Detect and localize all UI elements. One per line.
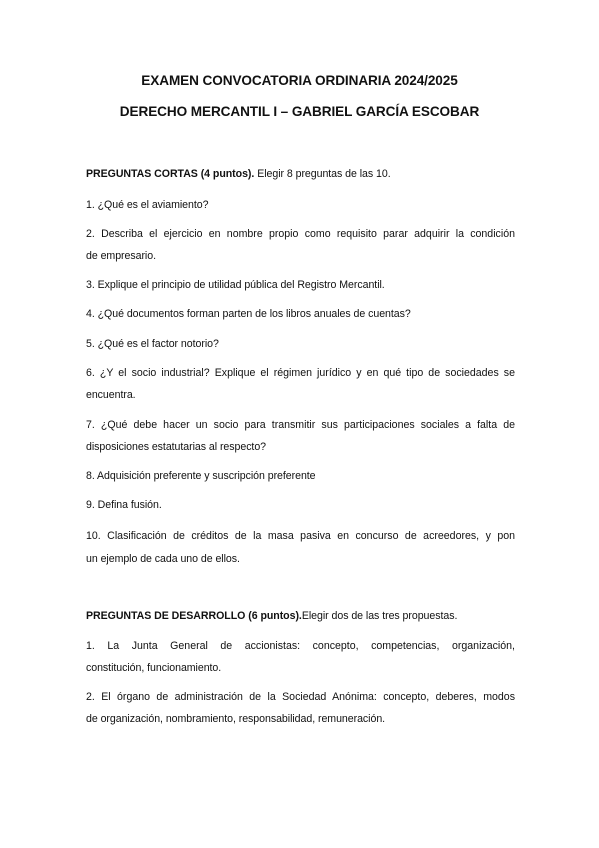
essay-question-1-line-1: 1. La Junta General de accionistas: concepto, competencias, organización,: [86, 640, 515, 652]
short-heading-instructions: Elegir 8 preguntas de las 10.: [254, 168, 391, 180]
short-question-4: 4. ¿Qué documentos forman parten de los libros anuales de cuentas?: [86, 308, 411, 320]
short-question-1: 1. ¿Qué es el aviamiento?: [86, 199, 209, 211]
essay-heading-bold: PREGUNTAS DE DESARROLLO (6 puntos).: [86, 610, 302, 622]
short-question-6-line-2: encuentra.: [86, 389, 136, 401]
short-question-10-line-2: un ejemplo de cada uno de ellos.: [86, 553, 240, 565]
essay-question-2-line-2: de organización, nombramiento, responsabilidad, remuneración.: [86, 713, 386, 725]
short-heading-bold: PREGUNTAS CORTAS (4 puntos).: [86, 168, 255, 180]
short-questions-heading: [86, 168, 391, 180]
essay-heading-instructions: Elegir dos de las tres propuestas.: [301, 610, 458, 622]
short-question-3: 3. Explique el principio de utilidad pública del Registro Mercantil.: [86, 279, 385, 291]
essay-questions-heading: [86, 610, 457, 622]
short-question-10-line-1: 10. Clasificación de créditos de la masa pasiva en concurso de acreedores, y pon: [86, 530, 515, 542]
short-question-9: 9. Defina fusión.: [86, 499, 162, 511]
essay-question-1-line-2: constitución, funcionamiento.: [86, 662, 222, 674]
short-question-8: 8. Adquisición preferente y suscripción preferente: [86, 470, 316, 482]
short-question-2-line-1: 2. Describa el ejercicio en nombre propio como requisito parar adquirir la condición: [86, 228, 515, 240]
short-question-6-line-1: 6. ¿Y el socio industrial? Explique el régimen jurídico y en qué tipo de sociedades se: [86, 367, 515, 379]
exam-title: EXAMEN CONVOCATORIA ORDINARIA 2024/2025: [141, 73, 458, 88]
exam-subtitle: DERECHO MERCANTIL I – GABRIEL GARCÍA ESCOBAR: [119, 104, 480, 119]
short-question-7-line-2: disposiciones estatutarias al respecto?: [86, 441, 267, 453]
short-question-2-line-2: de empresario.: [86, 250, 156, 262]
short-question-7-line-1: 7. ¿Qué debe hacer un socio para transmitir sus participaciones sociales a falta de: [86, 419, 515, 431]
essay-question-2-line-1: 2. El órgano de administración de la Sociedad Anónima: concepto, deberes, modos: [86, 691, 515, 703]
short-question-5: 5. ¿Qué es el factor notorio?: [86, 338, 219, 350]
